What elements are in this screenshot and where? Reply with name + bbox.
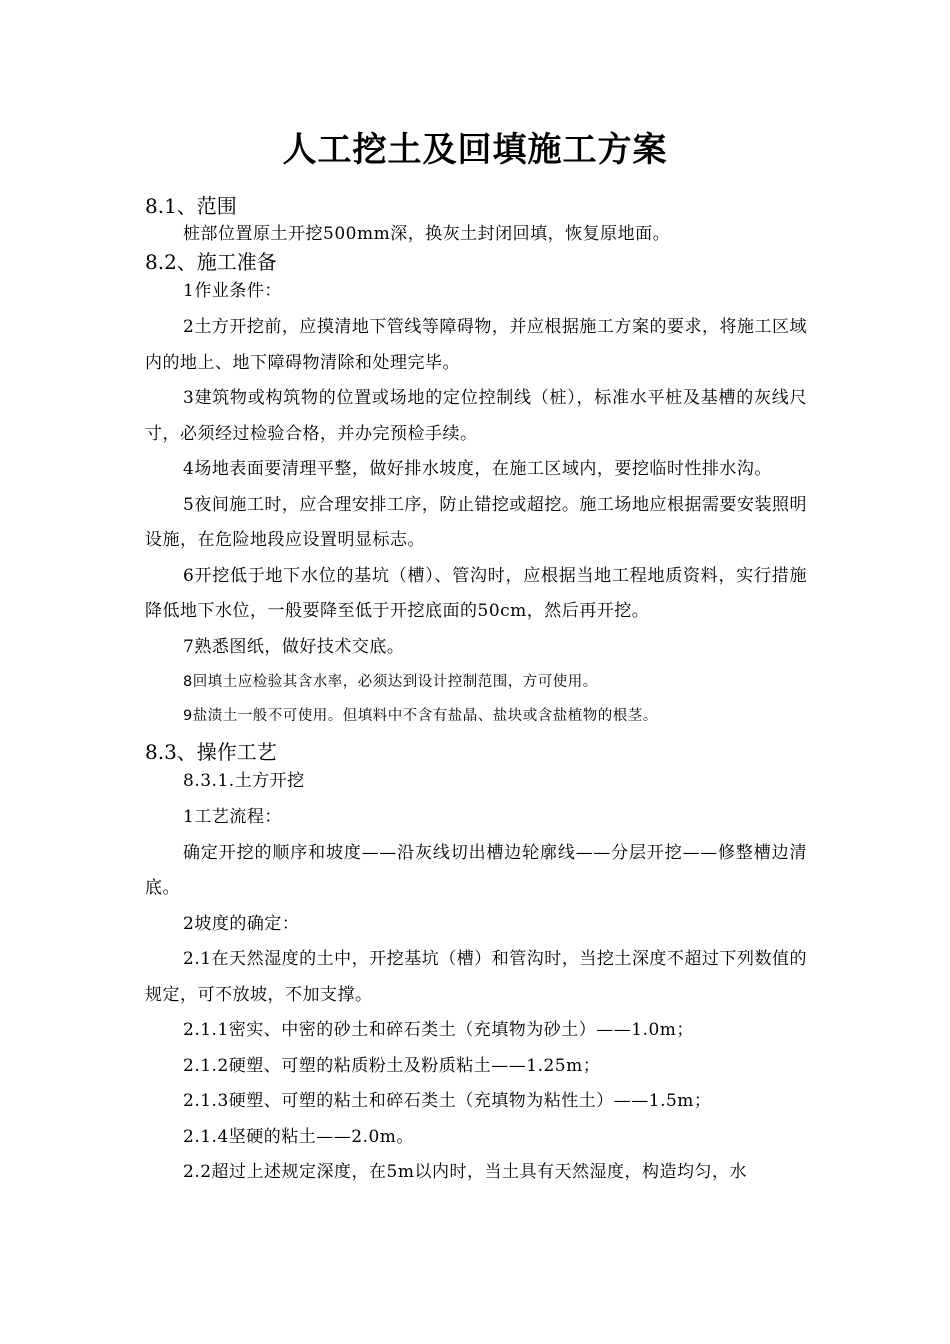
- paragraph: 8回填土应检验其含水率，必须达到设计控制范围，方可使用。: [183, 674, 598, 690]
- paragraph: 1作业条件：: [183, 281, 282, 301]
- paragraph: 2.1在天然湿度的土中，开挖基坑（槽）和管沟时，当挖土深度不超过下列数值的规定，可不放坡，不加支撑。: [145, 949, 807, 1005]
- document-body: [145, 191, 807, 1191]
- paragraph: 2坡度的确定：: [183, 913, 300, 934]
- paragraph: 2.1.4坚硬的粘土——2.0m。: [183, 1126, 414, 1147]
- paragraph: 桩部位置原土开挖500mm深，换灰土封闭回填，恢复原地面。: [183, 224, 671, 244]
- subsection-heading: 8.3.1.土方开挖: [183, 771, 305, 791]
- paragraph: 7熟悉图纸，做好技术交底。: [183, 636, 405, 657]
- section-heading-scope: 8.1、范围: [145, 194, 237, 218]
- paragraph: 2.1.2硬塑、可塑的粘质粉土及粉质粘土——1.25m；: [183, 1055, 601, 1076]
- paragraph: 5夜间施工时，应合理安排工序，防止错挖或超挖。施工场地应根据需要安装照明设施，在危险地段应设置明显标志。: [145, 494, 807, 550]
- paragraph: 9盐渍土一般不可使用。但填料中不含有盐晶、盐块或含盐植物的根茎。: [183, 708, 658, 724]
- paragraph: 6开挖低于地下水位的基坑（槽）、管沟时，应根据当地工程地质资料，实行措施降低地下水位，一般要降至低于开挖底面的50cm，然后再开挖。: [145, 565, 807, 621]
- paragraph: 1工艺流程：: [183, 807, 282, 827]
- paragraph: 3建筑物或构筑物的位置或场地的定位控制线（桩），标准水平桩及基槽的灰线尺寸，必须经过检验合格，并办完预检手续。: [145, 388, 807, 444]
- paragraph: 4场地表面要清理平整，做好排水坡度，在施工区域内，要挖临时性排水沟。: [183, 459, 772, 479]
- paragraph: 确定开挖的顺序和坡度——沿灰线切出槽边轮廓线——分层开挖——修整槽边清底。: [145, 842, 807, 898]
- paragraph: 2土方开挖前，应摸清地下管线等障碍物，并应根据施工方案的要求，将施工区域内的地上、地下障碍物清除和处理完毕。: [145, 317, 807, 373]
- section-heading-preparation: 8.2、施工准备: [145, 250, 277, 274]
- paragraph: 2.2超过上述规定深度，在5m以内时，当土具有天然湿度，构造均匀，水: [183, 1162, 747, 1182]
- document-title: 人工挖土及回填施工方案: [282, 130, 668, 170]
- paragraph: 2.1.3硬塑、可塑的粘土和碎石类土（充填物为粘性土）——1.5m；: [183, 1091, 712, 1111]
- paragraph: 2.1.1密实、中密的砂土和碎石类土（充填物为砂土）——1.0m；: [183, 1020, 694, 1040]
- section-heading-process: 8.3、操作工艺: [145, 740, 277, 764]
